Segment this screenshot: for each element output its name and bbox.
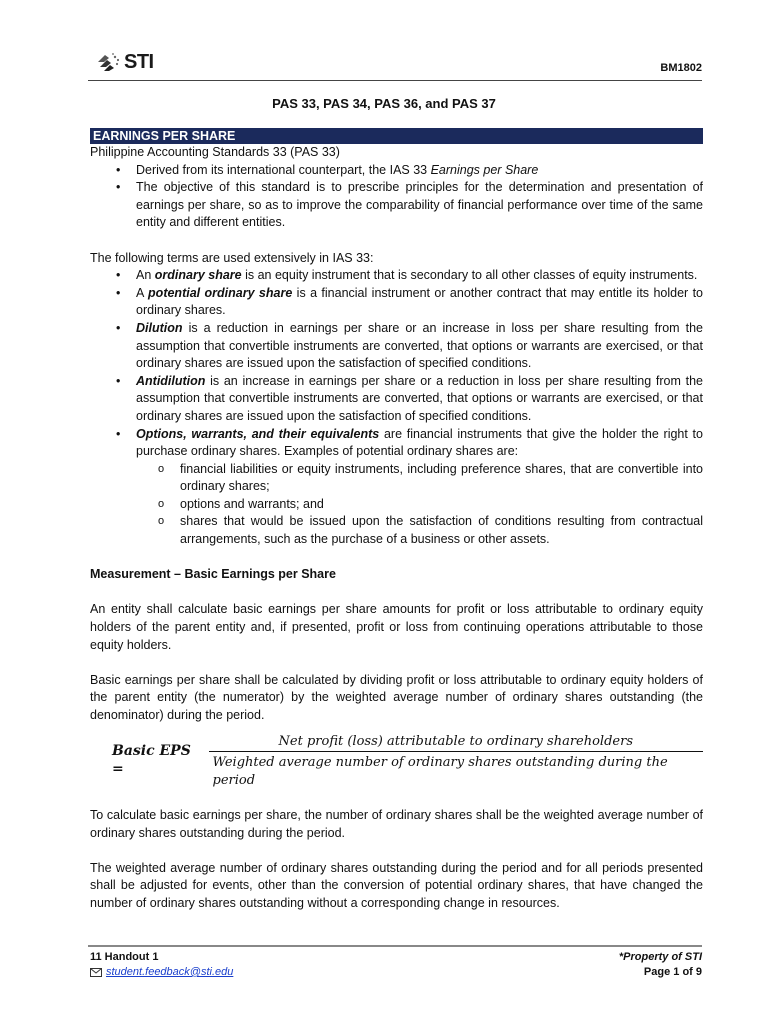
sti-logo-icon [96,50,126,74]
paragraph: To calculate basic earnings per share, the number of ordinary shares shall be the weighted average number of ordinary shares outstanding during the period. [90,807,703,840]
header-divider [88,80,702,81]
list-item: • Dilution is a reduction in earnings per share or an increase in loss per share resulting from the assumption that convertible instruments are converted, that options or warrants are exercised, or that ordinary shares are issued upon the satisfaction of specified conditions. [90,320,703,373]
list-item: • A potential ordinary share is a financial instrument or another contract that may entitle its holder to ordinary shares. [90,285,703,320]
list-item: • An ordinary share is an equity instrument that is secondary to all other classes of equity instruments. [90,267,703,285]
logo-text: STI [124,50,154,73]
examples-list [136,461,703,549]
main-content [90,128,703,913]
page-number: Page 1 of 9 [643,966,702,978]
property-label: *Property of STI [618,951,702,963]
paragraph: Basic earnings per share shall be calculated by dividing profit or loss attributable to ordinary equity holders of the parent entity (the numerator) by the weighted average number of ordinary shares outstanding (the denominator) during the period. [90,672,703,722]
document-code: BM1802 [660,62,702,74]
paragraph: An entity shall calculate basic earnings per share amounts for profit or loss attributable to ordinary equity holders of the parent entity and, if presented, profit or loss from continuing operations attributable to those equity holders. [90,602,703,652]
footer-divider [88,945,702,947]
terms-list [90,267,703,549]
measurement-heading: Measurement – Basic Earnings per Share [90,567,336,582]
list-item: • Antidilution is an increase in earnings per share or a reduction in loss per share resulting from the assumption that convertible instruments are converted, that options or warrants are exercised, or that ordinary shares are issued upon the satisfaction of specified conditions. [90,373,703,426]
formula-fraction [209,733,703,790]
section-heading-bar: EARNINGS PER SHARE [90,128,703,144]
formula-lhs: Basic EPS = [112,743,191,777]
terms-intro: The following terms are used extensively in IAS 33: [90,250,374,265]
list-item: • Derived from its international counterpart, the IAS 33 Earnings per Share [90,162,703,180]
paragraph: The weighted average number of ordinary shares outstanding during the period and for all periods presented shall be adjusted for events, other than the conversion of potential ordinary shares, that have changed the number of ordinary shares outstanding without a corresponding change in resources. [90,860,703,910]
list-item: o shares that would be issued upon the satisfaction of conditions resulting from contractual arrangements, such as the purchase of a business or other assets. [136,513,703,548]
intro-bullet-list [90,162,703,232]
list-item: • The objective of this standard is to prescribe principles for the determination and presentation of earnings per share, so as to improve the comparability of financial performance over time of the same entity and different entities. [90,179,703,232]
list-item: • Options, warrants, and their equivalents are financial instruments that give the holder the right to purchase ordinary shares. Examples of potential ordinary shares are: o financial liabilities or equity instruments, including preference shares, that are convertible into ordinary shares; o options and warrants; and o shares that would be issued upon the satisfaction of conditions resulting from contractual arrangements, such as the purchase of a business or other assets. [90,426,703,549]
feedback-email [90,966,233,978]
list-item: o options and warrants; and [136,496,703,514]
formula-numerator: Net profit (loss) attributable to ordinary shareholders [278,733,633,749]
envelope-icon [90,968,102,977]
handout-label: 11 Handout 1 [90,951,159,963]
email-link[interactable]: student.feedback@sti.edu [106,966,234,978]
page-title: PAS 33, PAS 34, PAS 36, and PAS 37 [272,96,496,111]
basic-eps-formula [112,733,703,790]
sti-logo [96,50,154,74]
list-item: o financial liabilities or equity instruments, including preference shares, that are convertible into ordinary shares; [136,461,703,496]
formula-denominator: Weighted average number of ordinary shares outstanding during the period [209,751,703,789]
section-subheading: Philippine Accounting Standards 33 (PAS 33) [90,145,340,159]
